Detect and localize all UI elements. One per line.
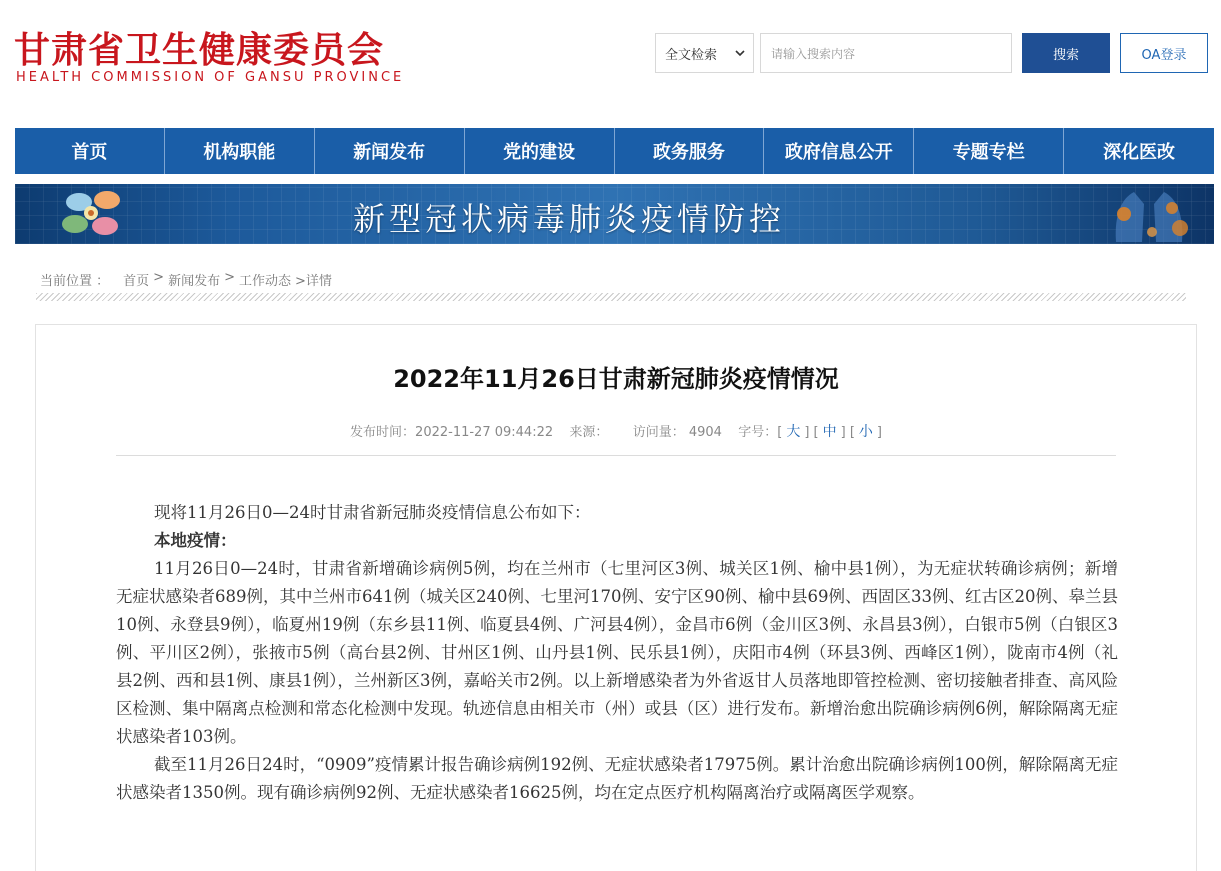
font-size-label: 字号：: [738, 425, 778, 440]
nav-item-home[interactable]: 首页: [15, 128, 165, 174]
nav-item-disclosure[interactable]: 政府信息公开: [764, 128, 914, 174]
article-paragraph: 截至11月26日24时，“0909”疫情累计报告确诊病例192例、无症状感染者17975例。累计治愈出院确诊病例100例，解除隔离无症状感染者1350例。现有确诊病例92例、无症状感染者16625例，均在定点医疗机构隔离治疗或隔离医学观察。: [116, 755, 1118, 802]
visits-label: 访问量：: [632, 425, 685, 440]
source-label: 来源：: [569, 425, 609, 440]
site-logo-en: HEALTH COMMISSION OF GANSU PROVINCE: [16, 70, 405, 85]
breadcrumb-separator: >: [224, 270, 235, 285]
search-placeholder: 请输入搜索内容: [771, 46, 856, 61]
font-size-medium-button[interactable]: 中: [822, 424, 837, 440]
breadcrumb-current: >详情: [295, 274, 332, 289]
article-meta: 发布时间：2022-11-27 09:44:22 来源： 访问量： 4904 字号：[ 大 ] [ 中 ] [ 小 ]: [350, 424, 882, 440]
nav-item-topics[interactable]: 专题专栏: [914, 128, 1064, 174]
article-paragraph: 11月26日0—24时，甘肃省新增确诊病例5例，均在兰州市（七里河区3例、城关区1例、榆中县1例），为无症状转确诊病例；新增无症状感染者689例，其中兰州市641例（城关区240例、七里河170例、安宁区90例、榆中县69例、西固区33例、红古区20例、皋兰县10例、永登县9例），临夏州19例（东乡县11例、临夏县4例、广河县4例），金昌市6例（金川区3例、永昌县3例），白银市5例（白银区3例、平川区2例），张掖市5例（高台县2例、甘州区1例、山丹县1例、民乐县1例），庆阳市4例（环县3例、西峰区1例），陇南市4例（礼县2例、西和县1例、康县1例），兰州新区3例，嘉峪关市2例。以上新增感染者为外省返甘人员落地即管控检测、密切接触者排查、高风险区检测、集中隔离点检测和常态化检测中发现。轨迹信息由相关市（州）或县（区）进行发布。新增治愈出院确诊病例6例，解除隔离无症状感染者103例。: [116, 559, 1118, 746]
breadcrumb-label: 当前位置 ：: [40, 274, 110, 289]
article-paragraph: 现将11月26日0—24时甘肃省新冠肺炎疫情信息公布如下：: [154, 503, 591, 522]
search-button[interactable]: 搜索: [1022, 33, 1110, 73]
nav-item-services[interactable]: 政务服务: [615, 128, 765, 174]
site-header: [0, 0, 1221, 128]
publish-time: 2022-11-27 09:44:22: [415, 425, 554, 440]
article-divider: [116, 455, 1116, 456]
article-container: [35, 324, 1197, 871]
nav-item-reform[interactable]: 深化医改: [1103, 142, 1176, 163]
breadcrumb-home[interactable]: 首页: [123, 274, 150, 289]
breadcrumb-divider: [36, 293, 1186, 301]
lung-virus-icon: [1094, 184, 1204, 244]
nav-item-party[interactable]: 党的建设: [465, 128, 615, 174]
chevron-down-icon: [734, 47, 746, 59]
search-input[interactable]: [760, 33, 1012, 73]
article-title: 2022年11月26日甘肃新冠肺炎疫情情况: [393, 365, 839, 393]
article-body: [116, 499, 1118, 807]
nav-item-organization[interactable]: 机构职能: [165, 128, 315, 174]
article-subheading: 本地疫情：: [154, 531, 237, 550]
breadcrumb-work[interactable]: 工作动态: [238, 274, 291, 289]
font-size-large-button[interactable]: 大: [786, 424, 801, 440]
search-scope-label: 全文检索: [665, 47, 718, 63]
font-size-small-button[interactable]: 小: [858, 424, 873, 440]
main-nav: [15, 128, 1214, 174]
flower-logo-icon: [55, 186, 131, 244]
banner-title: 新型冠状病毒肺炎疫情防控: [353, 200, 786, 238]
breadcrumb-news[interactable]: 新闻发布: [168, 274, 221, 289]
covid-banner[interactable]: [15, 184, 1214, 244]
visits-count: 4904: [688, 425, 722, 440]
publish-label: 发布时间：: [350, 425, 416, 440]
site-logo-cn[interactable]: 甘肃省卫生健康委员会: [14, 29, 385, 71]
breadcrumb: [40, 270, 336, 289]
breadcrumb-separator: >: [153, 270, 165, 285]
oa-login-button[interactable]: OA登录: [1120, 33, 1208, 73]
nav-item-news[interactable]: 新闻发布: [315, 128, 465, 174]
search-scope-select[interactable]: [655, 33, 754, 73]
